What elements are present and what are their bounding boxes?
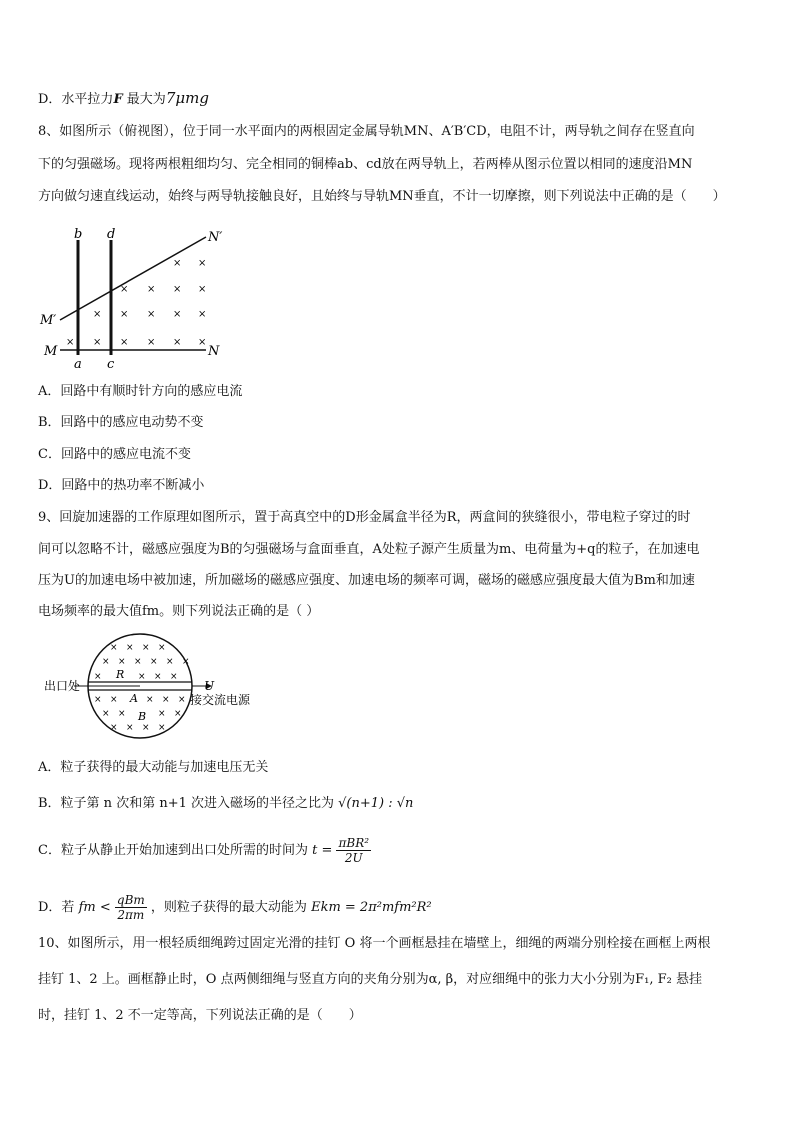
label-exit: 出口处 xyxy=(44,679,81,693)
field-cross: × xyxy=(66,337,75,348)
field-cross: × xyxy=(146,695,154,705)
field-cross: × xyxy=(120,309,129,320)
q7-option-d-value: 7μmg xyxy=(165,89,209,107)
q8-option-c: C．回路中的感应电流不变 xyxy=(38,447,191,462)
magnetic-field-crosses xyxy=(66,258,206,348)
q8-stem-line3: 方向做匀速直线运动，始终与两导轨接触良好，且始终与导轨MN垂直，不计一切摩擦，则下列说法中正确的是（ ） xyxy=(38,189,726,204)
q7-option-d-text: D．水平拉力 xyxy=(38,92,114,107)
q9-stem-line4: 电场频率的最大值fm。则下列说法正确的是（ ） xyxy=(38,604,320,619)
q9-figure-cyclotron xyxy=(38,630,278,745)
field-cross: × xyxy=(173,258,182,269)
q9-stem-line3: 压为U的加速电场中被加速，所加磁场的磁感应强度、加速电场的频率可调，磁场的磁感应强度最大值为Bm和加速 xyxy=(38,573,695,588)
rail-mprime-nprime xyxy=(60,237,206,320)
q9-option-d-lhs: fm < xyxy=(78,900,111,915)
q8-stem-line2: 下的匀强磁场。现将两根粗细均匀、完全相同的铜棒ab、cd放在两导轨上，若两棒从图示位置以相同的速度沿MN xyxy=(38,157,693,172)
q9-option-b xyxy=(38,794,413,814)
q9-stem-line1: 9、回旋加速器的工作原理如图所示，置于高真空中的D形金属盒半径为R，两盒间的狭缝很小，带电粒子穿过的时 xyxy=(38,510,691,525)
fraction-numerator: πBR² xyxy=(338,836,370,850)
field-cross: × xyxy=(198,284,207,295)
q9-option-c-lhs: t = xyxy=(312,843,333,858)
field-cross: × xyxy=(94,672,102,682)
q9-option-b-text: B．粒子第 n 次和第 n+1 次进入磁场的半径之比为 xyxy=(38,796,334,811)
q10-stem-line3: 时，挂钉 1、2 不一定等高，下列说法正确的是（ ） xyxy=(38,1008,362,1023)
field-cross: × xyxy=(198,309,207,320)
field-cross: × xyxy=(154,672,162,682)
field-cross: × xyxy=(110,695,118,705)
field-cross: × xyxy=(198,258,207,269)
field-cross: × xyxy=(158,643,166,653)
field-cross: × xyxy=(142,723,150,733)
q9-option-a: A．粒子获得的最大动能与加速电压无关 xyxy=(38,760,269,775)
field-cross: × xyxy=(142,643,150,653)
field-cross: × xyxy=(174,709,182,719)
q8-figure-rails xyxy=(38,222,238,372)
label-n-prime: N′ xyxy=(208,230,223,245)
field-cross: × xyxy=(138,672,146,682)
q9-option-d-mid: ，则粒子获得的最大动能为 xyxy=(150,900,307,915)
label-u: U xyxy=(204,679,215,693)
field-cross: × xyxy=(110,723,118,733)
field-cross: × xyxy=(120,284,129,295)
field-cross: × xyxy=(93,309,102,320)
field-cross: × xyxy=(120,337,129,348)
field-cross: × xyxy=(173,337,182,348)
label-a: A xyxy=(130,692,138,705)
field-cross: × xyxy=(126,723,134,733)
q9-option-d xyxy=(38,893,432,922)
q9-option-b-formula: √(n+1) : √n xyxy=(338,796,414,811)
q8-stem-line1: 8、如图所示（俯视图），位于同一水平面内的两根固定金属导轨MN、A′B′CD，电阻不计，两导轨之间存在竖直向 xyxy=(38,124,695,139)
field-cross: × xyxy=(173,309,182,320)
label-c: c xyxy=(107,357,115,372)
field-cross: × xyxy=(94,695,102,705)
field-cross: × xyxy=(198,337,207,348)
label-b: B xyxy=(138,710,147,723)
q9-option-c-text: C．粒子从静止开始加速到出口处所需的时间为 xyxy=(38,843,308,858)
fraction-numerator: qBm xyxy=(116,893,145,907)
q9-option-d-text: D．若 xyxy=(38,900,75,915)
field-cross: × xyxy=(134,657,142,667)
field-cross: × xyxy=(162,695,170,705)
field-cross: × xyxy=(182,657,190,667)
field-cross: × xyxy=(147,284,156,295)
field-cross: × xyxy=(166,657,174,667)
q9-option-c-fraction xyxy=(336,836,371,865)
field-cross: × xyxy=(93,337,102,348)
q8-option-a: A．回路中有顺时针方向的感应电流 xyxy=(38,384,243,399)
label-m-prime: M′ xyxy=(40,313,57,328)
label-n: N xyxy=(208,344,220,359)
q9-option-c xyxy=(38,836,371,865)
q7-option-d-mid: 最大为 xyxy=(122,92,166,107)
field-cross: × xyxy=(147,337,156,348)
field-cross: × xyxy=(158,723,166,733)
field-cross: × xyxy=(150,657,158,667)
label-d: d xyxy=(107,227,116,242)
label-m: M xyxy=(44,344,58,359)
q9-option-d-formula: Ekm = 2π²mfm²R² xyxy=(311,900,432,915)
field-cross: × xyxy=(126,643,134,653)
q9-stem-line2: 间可以忽略不计，磁感应强度为B的匀强磁场与盒面垂直，A处粒子源产生质量为m、电荷量为+q的粒子，在加速电 xyxy=(38,542,700,557)
label-ac-source: 接交流电源 xyxy=(190,693,251,707)
field-cross: × xyxy=(118,709,126,719)
field-cross: × xyxy=(102,709,110,719)
q10-stem-line1: 10、如图所示，用一根轻质细绳跨过固定光滑的挂钉 O 将一个画框悬挂在墙壁上，细绳的两端分别栓接在画框上两根 xyxy=(38,936,711,951)
q7-option-d-symbol: F xyxy=(113,92,123,107)
label-a: a xyxy=(74,357,82,372)
field-cross: × xyxy=(158,709,166,719)
q10-stem-line2: 挂钉 1、2 上。画框静止时，O 点两侧细绳与竖直方向的夹角分别为α, β，对应细绳中的张力大小分别为F₁, F₂ 悬挂 xyxy=(38,972,703,987)
field-cross: × xyxy=(147,309,156,320)
field-cross: × xyxy=(170,672,178,682)
field-cross: × xyxy=(102,657,110,667)
q8-option-b: B．回路中的感应电动势不变 xyxy=(38,415,204,430)
fraction-denominator: 2πm xyxy=(117,908,145,922)
label-r: R xyxy=(116,668,125,681)
fraction-denominator: 2U xyxy=(344,851,363,865)
field-cross: × xyxy=(173,284,182,295)
q7-option-d xyxy=(38,88,209,110)
field-cross: × xyxy=(118,657,126,667)
q8-option-d: D．回路中的热功率不断减小 xyxy=(38,478,205,493)
field-cross: × xyxy=(110,643,118,653)
label-b: b xyxy=(74,227,83,242)
field-cross: × xyxy=(178,695,186,705)
q9-option-d-fraction xyxy=(115,893,147,922)
